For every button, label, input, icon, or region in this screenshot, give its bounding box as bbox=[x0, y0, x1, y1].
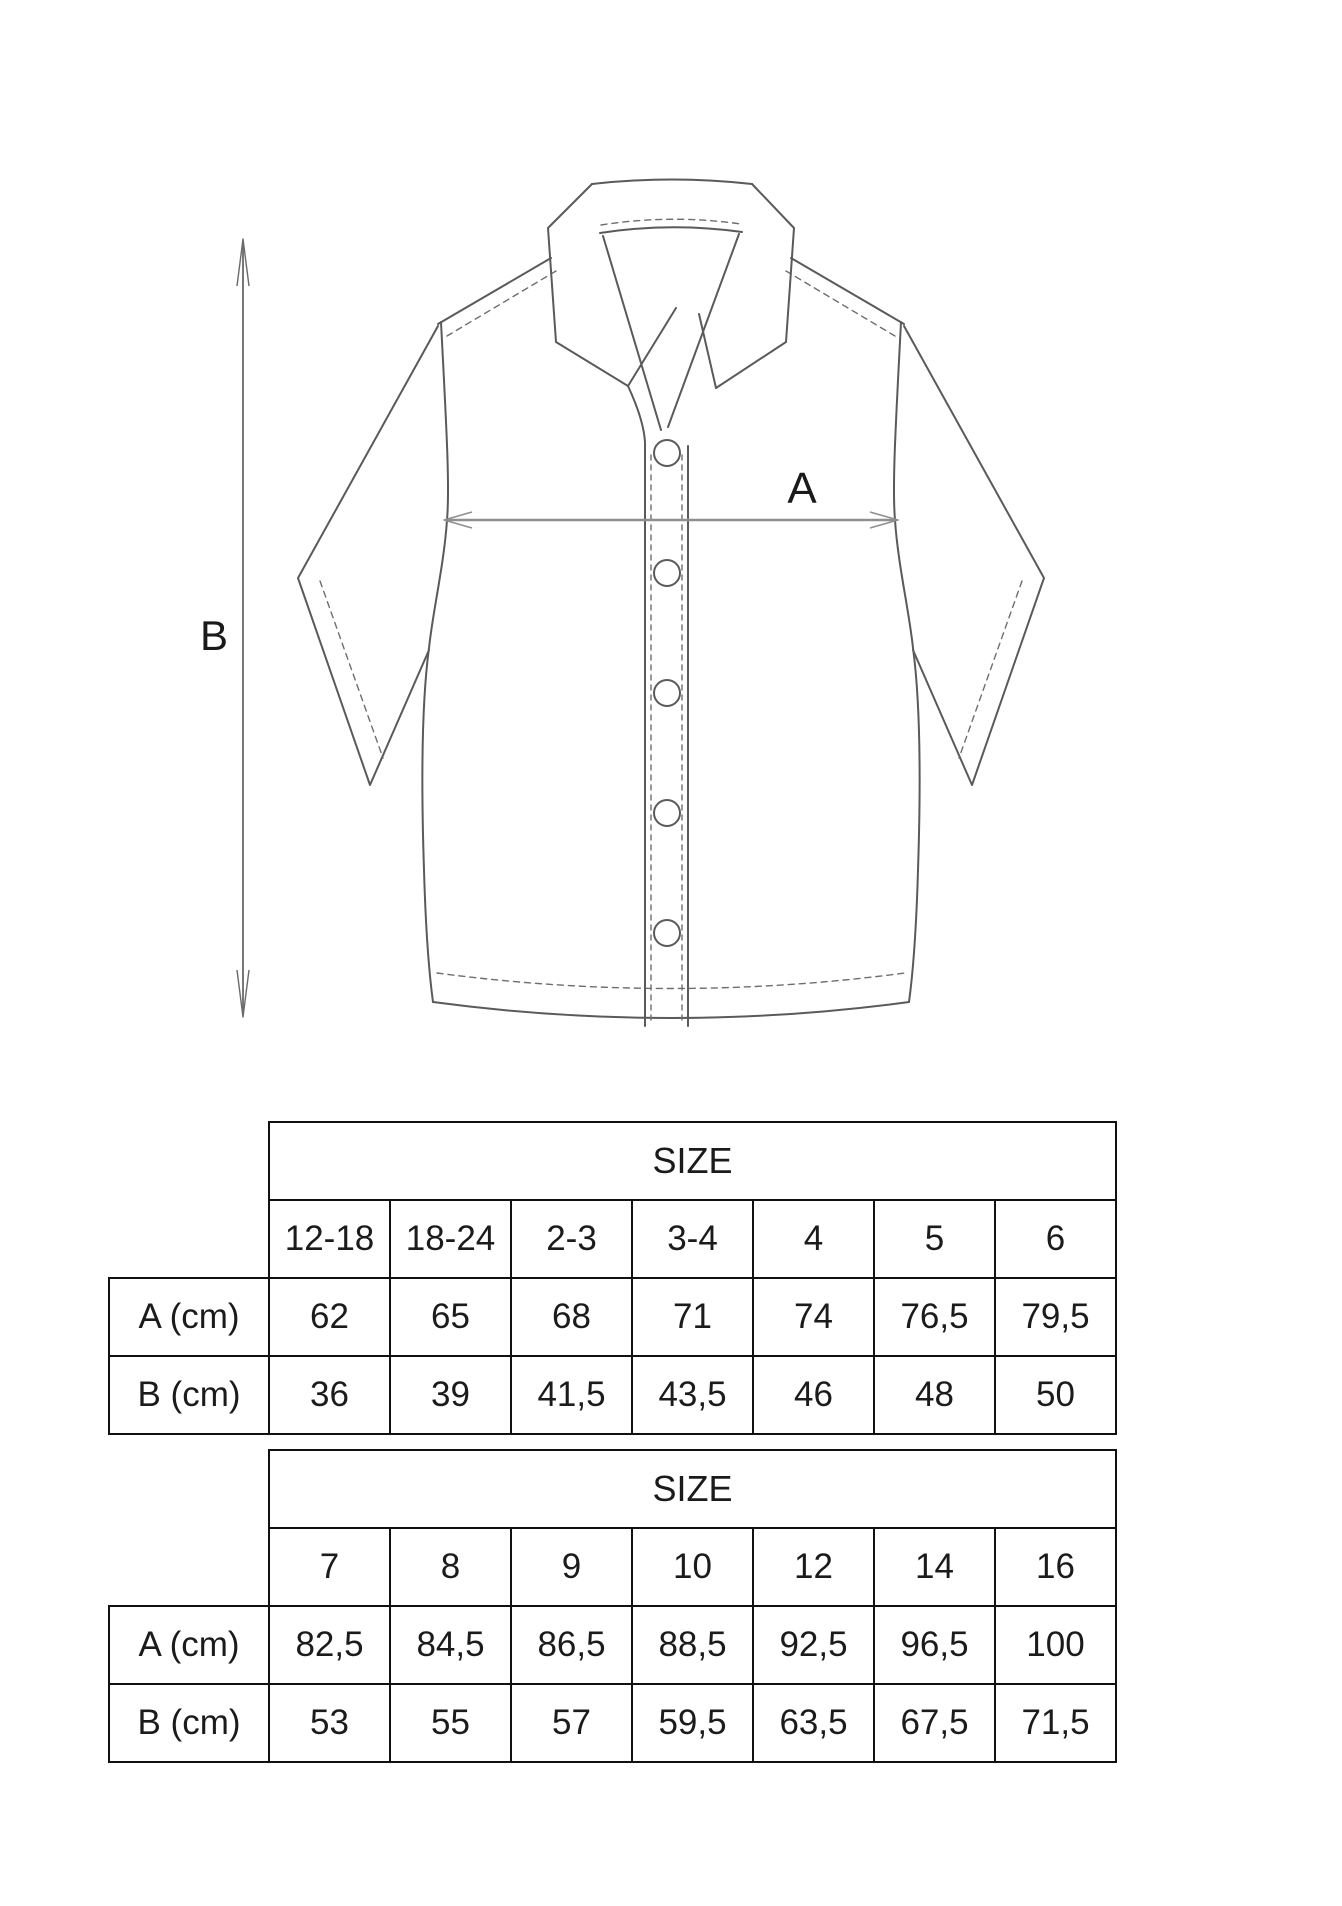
button-icon bbox=[654, 800, 680, 826]
size-col-cell: 4 bbox=[753, 1200, 874, 1278]
measurement-value-cell: 48 bbox=[874, 1356, 995, 1434]
size-col-cell: 14 bbox=[874, 1528, 995, 1606]
size-col-cell: 2-3 bbox=[511, 1200, 632, 1278]
measurement-value-cell: 53 bbox=[269, 1684, 390, 1762]
measurement-value-cell: 82,5 bbox=[269, 1606, 390, 1684]
size-col-cell: 10 bbox=[632, 1528, 753, 1606]
measurement-value-cell: 59,5 bbox=[632, 1684, 753, 1762]
measurement-value-cell: 88,5 bbox=[632, 1606, 753, 1684]
table-spacer-cell bbox=[109, 1528, 269, 1606]
measurement-value-cell: 76,5 bbox=[874, 1278, 995, 1356]
row-label-cell: B (cm) bbox=[109, 1356, 269, 1434]
collar bbox=[548, 180, 794, 449]
length-measure-arrow bbox=[237, 239, 249, 1017]
measurement-value-cell: 84,5 bbox=[390, 1606, 511, 1684]
size-table-1 bbox=[108, 1121, 1238, 1435]
row-label-cell: A (cm) bbox=[109, 1606, 269, 1684]
measurement-value-cell: 67,5 bbox=[874, 1684, 995, 1762]
buttons bbox=[654, 440, 680, 946]
button-icon bbox=[654, 440, 680, 466]
size-col-cell: 7 bbox=[269, 1528, 390, 1606]
measurement-value-cell: 100 bbox=[995, 1606, 1116, 1684]
measurement-value-cell: 63,5 bbox=[753, 1684, 874, 1762]
measurement-value-cell: 71 bbox=[632, 1278, 753, 1356]
left-sleeve bbox=[298, 326, 438, 785]
size-header-cell: SIZE bbox=[269, 1450, 1116, 1528]
size-col-cell: 16 bbox=[995, 1528, 1116, 1606]
measurement-value-cell: 86,5 bbox=[511, 1606, 632, 1684]
measurement-value-cell: 36 bbox=[269, 1356, 390, 1434]
measurement-value-cell: 62 bbox=[269, 1278, 390, 1356]
measurement-value-cell: 71,5 bbox=[995, 1684, 1116, 1762]
measurement-value-cell: 41,5 bbox=[511, 1356, 632, 1434]
button-icon bbox=[654, 920, 680, 946]
table-spacer-cell bbox=[109, 1450, 269, 1528]
measurement-value-cell: 96,5 bbox=[874, 1606, 995, 1684]
table-spacer-cell bbox=[109, 1122, 269, 1200]
row-label-cell: A (cm) bbox=[109, 1278, 269, 1356]
measurement-value-cell: 55 bbox=[390, 1684, 511, 1762]
width-measure-arrow bbox=[444, 512, 898, 528]
label-b: B bbox=[199, 612, 229, 659]
shirt-body bbox=[422, 322, 919, 1018]
size-header-cell: SIZE bbox=[269, 1122, 1116, 1200]
button-icon bbox=[654, 680, 680, 706]
size-table-2 bbox=[108, 1449, 1238, 1763]
measurement-value-cell: 65 bbox=[390, 1278, 511, 1356]
label-a: A bbox=[787, 464, 817, 513]
measurement-value-cell: 39 bbox=[390, 1356, 511, 1434]
table-spacer-cell bbox=[109, 1200, 269, 1278]
size-col-cell: 8 bbox=[390, 1528, 511, 1606]
measurement-value-cell: 68 bbox=[511, 1278, 632, 1356]
button-icon bbox=[654, 560, 680, 586]
measurement-value-cell: 57 bbox=[511, 1684, 632, 1762]
row-label-cell: B (cm) bbox=[109, 1684, 269, 1762]
shirt-sketch bbox=[298, 180, 1044, 1027]
size-col-cell: 18-24 bbox=[390, 1200, 511, 1278]
measurement-value-cell: 74 bbox=[753, 1278, 874, 1356]
measurement-value-cell: 43,5 bbox=[632, 1356, 753, 1434]
size-col-cell: 9 bbox=[511, 1528, 632, 1606]
size-col-cell: 6 bbox=[995, 1200, 1116, 1278]
measurement-value-cell: 92,5 bbox=[753, 1606, 874, 1684]
size-col-cell: 5 bbox=[874, 1200, 995, 1278]
size-col-cell: 12-18 bbox=[269, 1200, 390, 1278]
right-sleeve bbox=[904, 326, 1044, 785]
measurement-value-cell: 50 bbox=[995, 1356, 1116, 1434]
size-col-cell: 12 bbox=[753, 1528, 874, 1606]
measurement-value-cell: 79,5 bbox=[995, 1278, 1116, 1356]
shoulder-seams bbox=[438, 258, 904, 336]
measurement-value-cell: 46 bbox=[753, 1356, 874, 1434]
size-col-cell: 3-4 bbox=[632, 1200, 753, 1278]
